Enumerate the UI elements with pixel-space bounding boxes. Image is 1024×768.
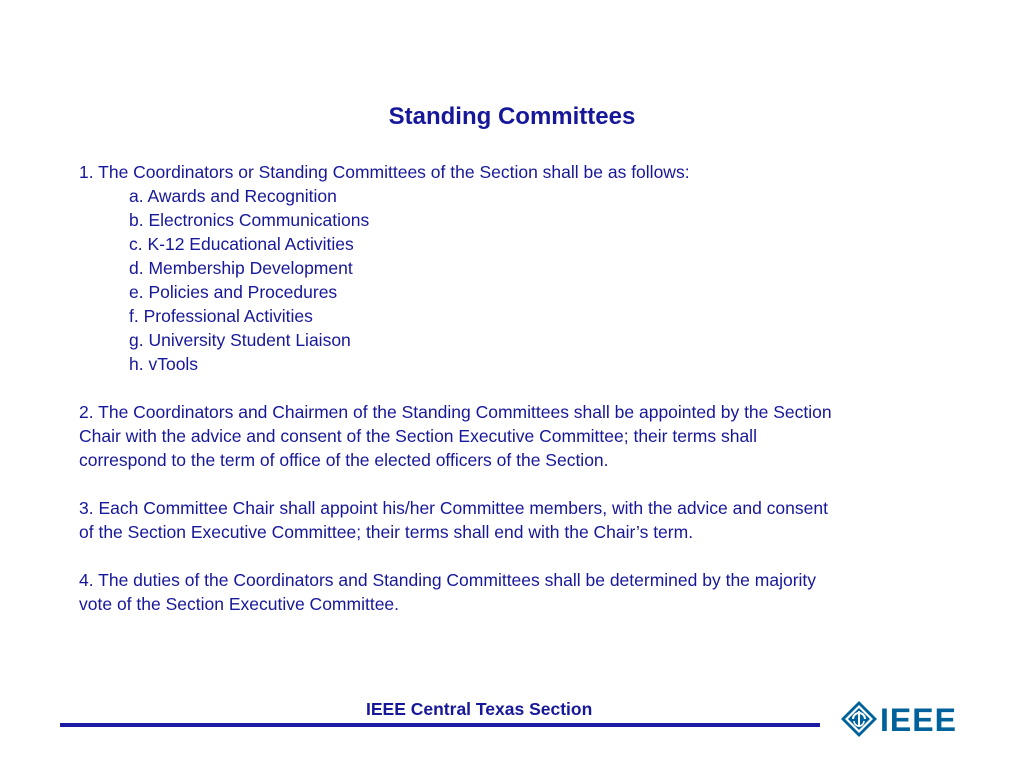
spacer: [79, 376, 959, 400]
committee-item: b. Electronics Communications: [129, 210, 370, 230]
footer-rule: [60, 723, 820, 727]
committee-item: f. Professional Activities: [129, 306, 313, 326]
paragraph-3-line: of the Section Executive Committee; their terms shall end with the Chair’s term.: [79, 522, 694, 542]
logo-wordmark: IEEE: [880, 702, 957, 738]
paragraph-2-line: Chair with the advice and consent of the Section Executive Committee; their terms shall: [79, 426, 757, 446]
ieee-logo: [840, 698, 968, 744]
paragraph-2-line: 2. The Coordinators and Chairmen of the Standing Committees shall be appointed by the Section: [79, 402, 832, 422]
paragraph-3-line: 3. Each Committee Chair shall appoint his/her Committee members, with the advice and consent: [79, 498, 828, 518]
ieee-diamond-icon: [840, 700, 878, 738]
committee-item: c. K-12 Educational Activities: [129, 234, 354, 254]
committee-item: a. Awards and Recognition: [129, 186, 337, 206]
slide-title: Standing Committees: [388, 103, 636, 130]
spacer: [79, 544, 959, 568]
slide-body: [79, 160, 959, 616]
spacer: [79, 472, 959, 496]
paragraph-1: 1. The Coordinators or Standing Committees of the Section shall be as follows:: [79, 162, 690, 182]
paragraph-2-line: correspond to the term of office of the elected officers of the Section.: [79, 450, 609, 470]
committee-item: d. Membership Development: [129, 258, 353, 278]
committee-item: g. University Student Liaison: [129, 330, 351, 350]
committee-item: e. Policies and Procedures: [129, 282, 338, 302]
paragraph-4-line: 4. The duties of the Coordinators and Standing Committees shall be determined by the majority: [79, 570, 817, 590]
committee-item: h. vTools: [129, 354, 199, 374]
paragraph-4-line: vote of the Section Executive Committee.: [79, 594, 400, 614]
footer-label: IEEE Central Texas Section: [366, 699, 593, 719]
